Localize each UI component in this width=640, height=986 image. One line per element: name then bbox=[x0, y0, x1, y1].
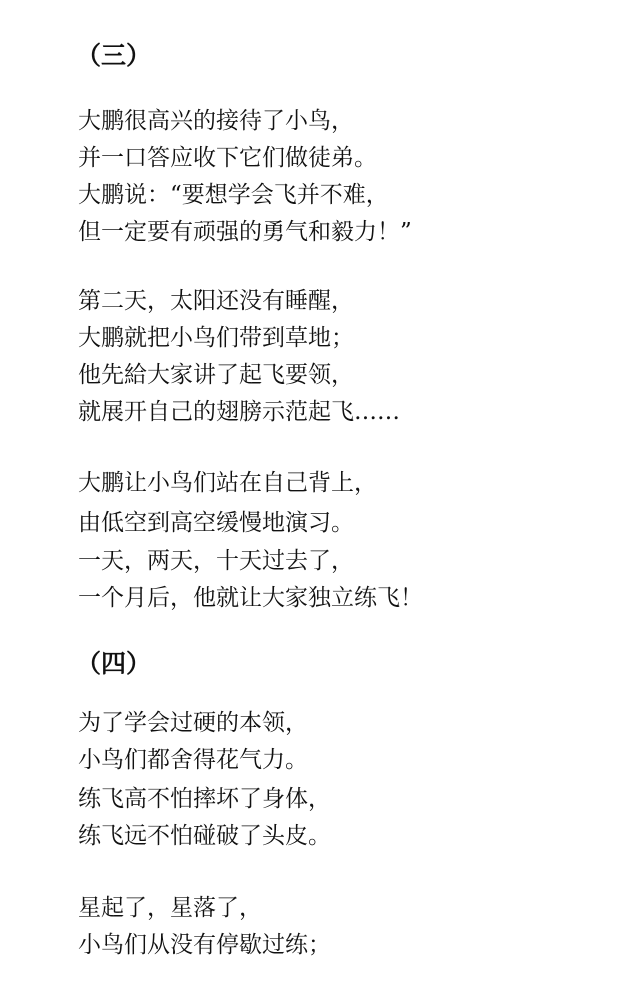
section-heading-4: （四） bbox=[76, 649, 152, 678]
section-heading-3: （三） bbox=[76, 41, 152, 70]
poem-line: 由低空到高空缓慢地演习。 bbox=[78, 510, 354, 536]
poem-line: 第二天，太阳还没有睡醒， bbox=[78, 288, 354, 314]
poem-line: 并一口答应收下它们做徒弟。 bbox=[78, 145, 377, 171]
poem-line: 大鹏很高兴的接待了小鸟， bbox=[78, 108, 354, 134]
poem-line: 就展开自己的翅膀示范起飞…… bbox=[78, 399, 400, 425]
poem-line: 大鹏让小鸟们站在自己背上， bbox=[78, 470, 377, 496]
poem-line: 练飞高不怕摔坏了身体， bbox=[78, 786, 331, 812]
poem-line: 但一定要有顽强的勇气和毅力！” bbox=[78, 219, 412, 245]
poem-line: 大鹏就把小鸟们带到草地； bbox=[78, 325, 354, 351]
poem-line: 小鸟们从没有停歇过练； bbox=[78, 932, 331, 958]
poem-line: 大鹏说：“要想学会飞并不难， bbox=[78, 182, 389, 208]
poem-line: 练飞远不怕碰破了头皮。 bbox=[78, 823, 331, 849]
poem-line: 小鸟们都舍得花气力。 bbox=[78, 747, 308, 773]
poem-line: 一天，两天，十天过去了， bbox=[78, 548, 354, 574]
poem-line: 他先給大家讲了起飞要领， bbox=[78, 362, 354, 388]
poem-line: 为了学会过硬的本领， bbox=[78, 710, 308, 736]
poem-line: 星起了，星落了， bbox=[78, 895, 262, 921]
poem-line: 一个月后，他就让大家独立练飞！ bbox=[78, 585, 423, 611]
